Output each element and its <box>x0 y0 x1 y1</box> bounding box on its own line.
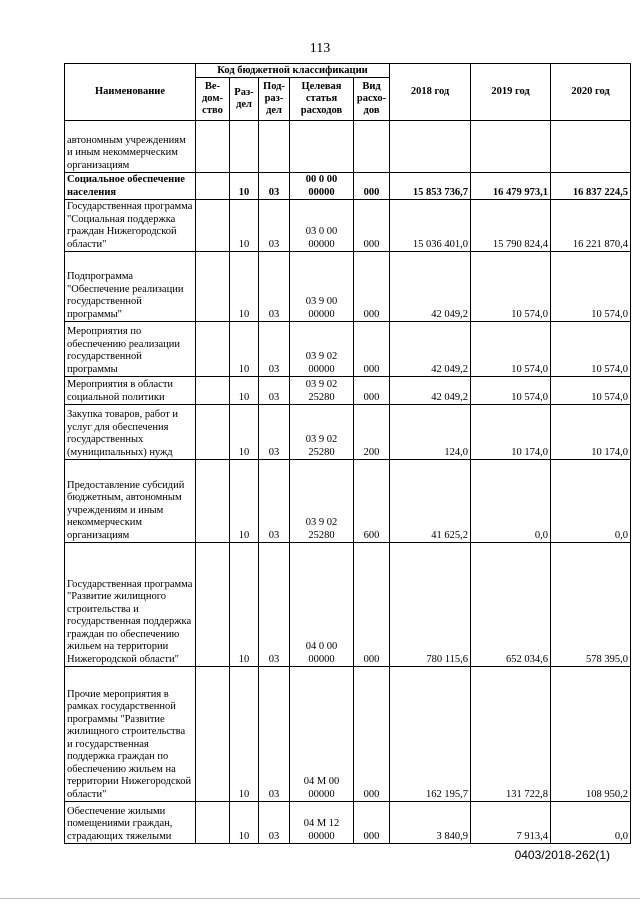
cell-name: Государственная программа "Социальная поддержка граждан Нижегородской области" <box>65 200 196 252</box>
bottom-edge-rule <box>0 898 640 899</box>
cell-section: 10 <box>230 252 259 322</box>
table-row <box>65 252 631 322</box>
cell-name: автономным учреждениям и иным некоммерческим организациям <box>65 121 196 173</box>
cell-department <box>196 252 230 322</box>
cell-expense-type: 000 <box>354 173 390 200</box>
cell-subsection <box>259 121 290 173</box>
cell-department <box>196 667 230 802</box>
header-subsection: Под-раз-дел <box>259 78 290 121</box>
cell-2018: 780 115,6 <box>390 543 471 667</box>
cell-expense-type: 000 <box>354 667 390 802</box>
table-row <box>65 460 631 543</box>
cell-2019: 131 722,8 <box>471 667 551 802</box>
cell-section: 10 <box>230 200 259 252</box>
cell-2020 <box>551 121 631 173</box>
cell-department <box>196 173 230 200</box>
cell-department <box>196 377 230 405</box>
cell-2019: 10 174,0 <box>471 405 551 460</box>
table-row <box>65 802 631 844</box>
cell-subsection: 03 <box>259 173 290 200</box>
cell-section: 10 <box>230 667 259 802</box>
cell-department <box>196 543 230 667</box>
cell-name: Предоставление субсидий бюджетным, автономным учреждениям и иным некоммерческим организациям <box>65 460 196 543</box>
cell-target-article: 03 9 02 00000 <box>290 322 354 377</box>
cell-target-article: 03 9 02 25280 <box>290 405 354 460</box>
table-body <box>65 121 631 844</box>
cell-department <box>196 460 230 543</box>
table-row <box>65 667 631 802</box>
cell-subsection: 03 <box>259 322 290 377</box>
cell-section: 10 <box>230 173 259 200</box>
cell-department <box>196 121 230 173</box>
document-code: 0403/2018-262(1) <box>514 848 610 862</box>
cell-2018: 124,0 <box>390 405 471 460</box>
cell-section: 10 <box>230 543 259 667</box>
cell-department <box>196 802 230 844</box>
cell-2020: 16 837 224,5 <box>551 173 631 200</box>
cell-target-article: 03 9 02 25280 <box>290 460 354 543</box>
cell-subsection: 03 <box>259 802 290 844</box>
cell-2020: 0,0 <box>551 460 631 543</box>
header-expense-type: Вид расхо-дов <box>354 78 390 121</box>
cell-expense-type <box>354 121 390 173</box>
cell-expense-type: 000 <box>354 377 390 405</box>
cell-expense-type: 000 <box>354 252 390 322</box>
cell-2020: 108 950,2 <box>551 667 631 802</box>
header-classification-group: Код бюджетной классификации <box>196 64 390 78</box>
header-2020: 2020 год <box>551 64 631 121</box>
cell-expense-type: 000 <box>354 802 390 844</box>
table-row <box>65 200 631 252</box>
cell-expense-type: 000 <box>354 322 390 377</box>
cell-2019: 7 913,4 <box>471 802 551 844</box>
cell-target-article <box>290 121 354 173</box>
cell-name: Социальное обеспечение населения <box>65 173 196 200</box>
cell-2020: 578 395,0 <box>551 543 631 667</box>
cell-name: Закупка товаров, работ и услуг для обеспечения государственных (муниципальных) нужд <box>65 405 196 460</box>
cell-2019: 15 790 824,4 <box>471 200 551 252</box>
cell-subsection: 03 <box>259 405 290 460</box>
cell-target-article: 00 0 00 00000 <box>290 173 354 200</box>
cell-name: Мероприятия по обеспечению реализации государственной программы <box>65 322 196 377</box>
cell-section: 10 <box>230 377 259 405</box>
cell-2018: 42 049,2 <box>390 252 471 322</box>
cell-subsection: 03 <box>259 543 290 667</box>
cell-target-article: 04 0 00 00000 <box>290 543 354 667</box>
cell-2019: 10 574,0 <box>471 377 551 405</box>
cell-expense-type: 000 <box>354 200 390 252</box>
cell-2018: 41 625,2 <box>390 460 471 543</box>
cell-2018 <box>390 121 471 173</box>
cell-expense-type: 600 <box>354 460 390 543</box>
cell-name: Мероприятия в области социальной политики <box>65 377 196 405</box>
cell-2018: 3 840,9 <box>390 802 471 844</box>
table-row <box>65 322 631 377</box>
cell-name: Государственная программа "Развитие жилищного строительства и государственная поддержка граждан по обеспечению жильем на территории Нижегородской области" <box>65 543 196 667</box>
cell-2018: 42 049,2 <box>390 377 471 405</box>
cell-name: Прочие мероприятия в рамках государственной программы "Развитие жилищного строительства и государственная поддержка граждан по обеспечению жильем на территории Нижегородской области" <box>65 667 196 802</box>
cell-2020: 10 174,0 <box>551 405 631 460</box>
cell-2019: 10 574,0 <box>471 252 551 322</box>
cell-section <box>230 121 259 173</box>
cell-2020: 10 574,0 <box>551 377 631 405</box>
cell-target-article: 03 0 00 00000 <box>290 200 354 252</box>
cell-subsection: 03 <box>259 252 290 322</box>
cell-subsection: 03 <box>259 377 290 405</box>
cell-target-article: 03 9 02 25280 <box>290 377 354 405</box>
cell-2019: 0,0 <box>471 460 551 543</box>
table-row <box>65 173 631 200</box>
cell-2019: 652 034,6 <box>471 543 551 667</box>
header-2018: 2018 год <box>390 64 471 121</box>
cell-department <box>196 405 230 460</box>
page-number: 113 <box>309 41 331 56</box>
cell-2018: 42 049,2 <box>390 322 471 377</box>
cell-subsection: 03 <box>259 200 290 252</box>
header-department: Ве-дом-ство <box>196 78 230 121</box>
table-row <box>65 543 631 667</box>
cell-target-article: 03 9 00 00000 <box>290 252 354 322</box>
cell-subsection: 03 <box>259 460 290 543</box>
cell-section: 10 <box>230 802 259 844</box>
header-section: Раз-дел <box>230 78 259 121</box>
cell-name: Подпрограмма "Обеспечение реализации государственной программы" <box>65 252 196 322</box>
cell-department <box>196 322 230 377</box>
cell-target-article: 04 М 00 00000 <box>290 667 354 802</box>
cell-2018: 15 036 401,0 <box>390 200 471 252</box>
header-target-article: Целевая статья расходов <box>290 78 354 121</box>
header-2019: 2019 год <box>471 64 551 121</box>
cell-expense-type: 200 <box>354 405 390 460</box>
cell-2020: 10 574,0 <box>551 252 631 322</box>
cell-section: 10 <box>230 322 259 377</box>
budget-table <box>64 63 631 844</box>
cell-2020: 10 574,0 <box>551 322 631 377</box>
cell-section: 10 <box>230 460 259 543</box>
table-row <box>65 121 631 173</box>
cell-2019: 10 574,0 <box>471 322 551 377</box>
cell-department <box>196 200 230 252</box>
header-name: Наименование <box>65 64 196 121</box>
cell-section: 10 <box>230 405 259 460</box>
cell-2020: 0,0 <box>551 802 631 844</box>
cell-2018: 162 195,7 <box>390 667 471 802</box>
cell-2019 <box>471 121 551 173</box>
cell-2019: 16 479 973,1 <box>471 173 551 200</box>
cell-target-article: 04 М 12 00000 <box>290 802 354 844</box>
cell-name: Обеспечение жилыми помещениями граждан, страдающих тяжелыми <box>65 802 196 844</box>
table-row <box>65 405 631 460</box>
cell-expense-type: 000 <box>354 543 390 667</box>
table-row <box>65 377 631 405</box>
cell-subsection: 03 <box>259 667 290 802</box>
cell-2018: 15 853 736,7 <box>390 173 471 200</box>
cell-2020: 16 221 870,4 <box>551 200 631 252</box>
